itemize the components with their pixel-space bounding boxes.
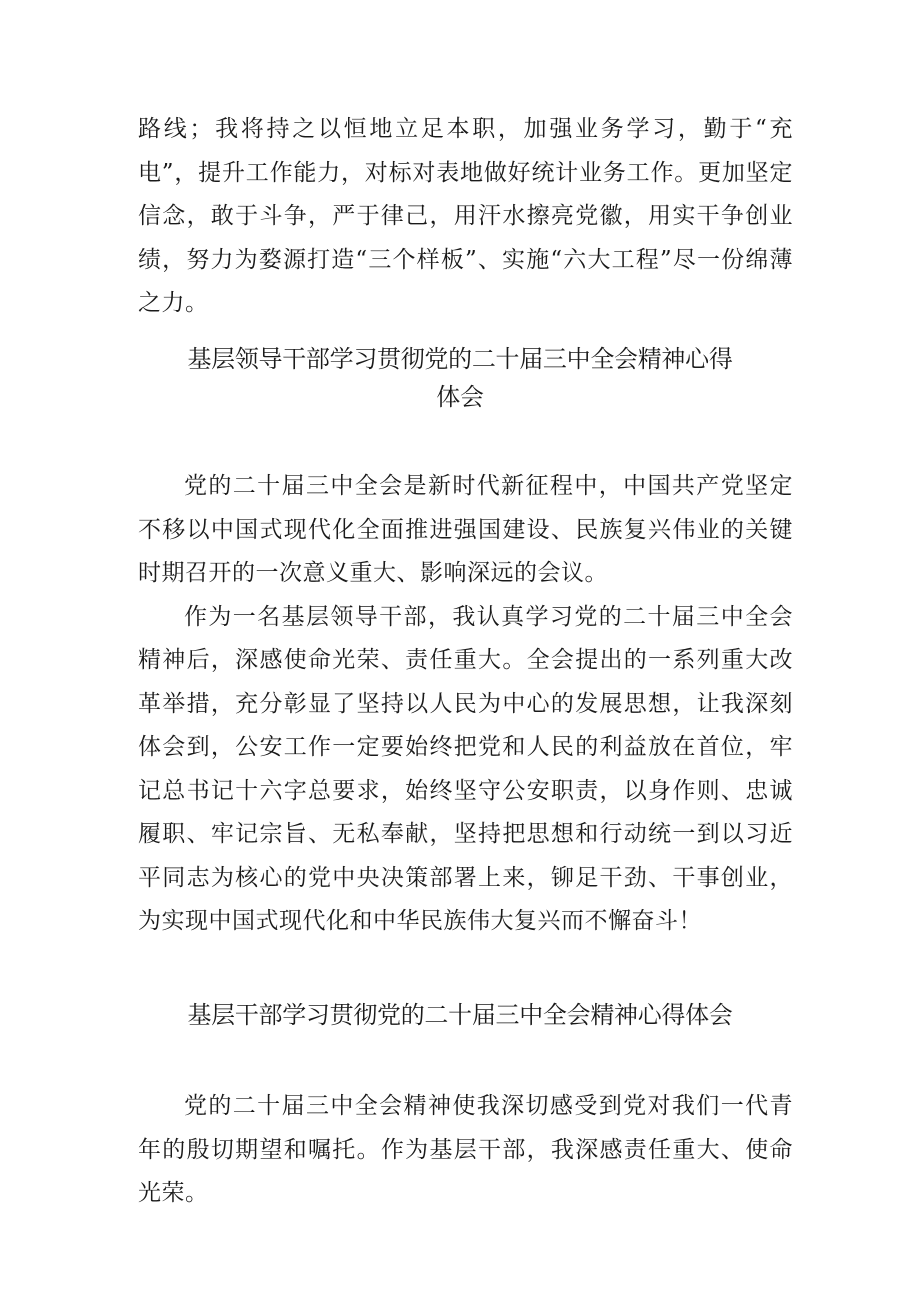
section2-title: 基层干部学习贯彻党的二十届三中全会精神心得体会 [187, 1001, 733, 1029]
section2-paragraph-1: 党的二十届三中全会精神使我深切感受到党对我们一代青年的殷切期望和嘱托。作为基层干部，我深感责任重大、使命光荣。 [138, 1093, 793, 1206]
section1-body [138, 465, 793, 944]
section2-body [138, 1085, 793, 1216]
section1-paragraph-2: 作为一名基层领导干部，我认真学习党的二十届三中全会精神后，深感使命光荣、责任重大。全会提出的一系列重大改革举措，充分彰显了坚持以人民为中心的发展思想，让我深刻体会到，公安工作一定要始终把党和人民的利益放在首位，牢记总书记十六字总要求，始终坚守公安职责，以身作则、忠诚履职、牢记宗旨、无私奉献，坚持把思想和行动统一到以习近平同志为核心的党中央决策部署上来，铆足干劲、干事创业，为实现中国式现代化和中华民族伟大复兴而不懈奋斗！ [138, 603, 793, 934]
section1-title-line2: 体会 [436, 383, 484, 411]
section1-title-line1: 基层领导干部学习贯彻党的二十届三中全会精神心得 [187, 345, 733, 373]
section1-title [100, 340, 820, 416]
intro-paragraph: 路线；我将持之以恒地立足本职，加强业务学习，勤于“充电”，提升工作能力，对标对表地做好统计业务工作。更加坚定信念，敢于斗争，严于律己，用汗水擦亮党徽，用实干争创业绩，努力为婺源打造“三个样板”、实施“六大工程”尽一份绵薄之力。 [138, 116, 793, 316]
section1-paragraph-1: 党的二十届三中全会是新时代新征程中，中国共产党坚定不移以中国式现代化全面推进强国建设、民族复兴伟业的关键时期召开的一次意义重大、影响深远的会议。 [138, 473, 793, 586]
intro-block [138, 108, 793, 326]
